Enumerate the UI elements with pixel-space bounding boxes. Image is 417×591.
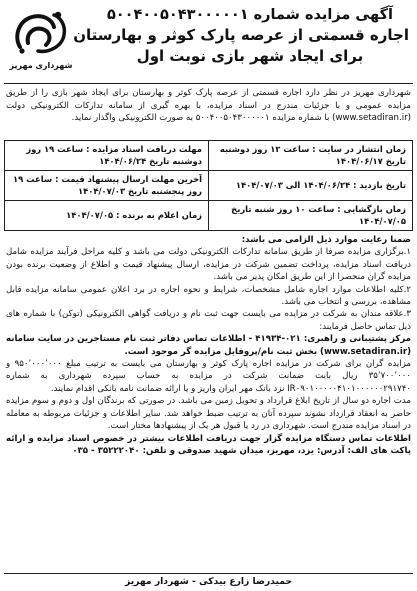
table-row xyxy=(5,201,413,231)
table-row xyxy=(5,141,413,171)
lease-terms-paragraph: مدت اجاره دو سال از تاریخ ابلاغ قرارداد و تحویل زمین می باشد. در صورتی که برندگان اول و دوم و سوم مزایده حاضر به انعقاد قرارداد نشوند سپرده آنان به ترتیب ضبط خواهد شد. سایر اطلاعات و جزئیات مربوطه به معامله در اسناد مزایده مندرج است. شهرداری در رد یا قبول هر یک از پیشنهادها مختار است. xyxy=(6,396,411,432)
doc-deadline-cell: مهلت دریافت اسناد مزایده : ساعت ۱۹ روز دوشنبه تاریخ ۱۴۰۴/۰۶/۲۴ xyxy=(5,141,209,171)
logo-caption: شهرداری مهریز xyxy=(9,61,73,70)
municipality-emblem-icon xyxy=(8,7,74,59)
table-row xyxy=(5,171,413,201)
publish-time-cell: زمان انتشار در سایت : ساعت ۱۲ روز دوشنبه تاریخ ۱۴۰۴/۰۶/۱۷ xyxy=(209,141,413,171)
notice-header xyxy=(4,3,413,84)
winner-announce-cell: زمان اعلام به برنده : ۱۴۰۴/۰۷/۰۵ xyxy=(5,201,209,231)
notice-title-subject: اجاره قسمتی از عرصه پارک کوثر و بهارستان xyxy=(73,26,409,44)
notice-title-number: آگهی مزایده شماره ۵۰۰۴۰۰۵۰۴۳۰۰۰۰۰۱ xyxy=(106,7,394,23)
mayor-signature: حمیدرضا زارع بیدکی - شهردار مهریز xyxy=(4,573,413,589)
support-contacts: مرکز پشتیبانی و راهبری: ۰۲۱-۴۱۹۳۴ - اطلاعات تماس دفاتر ثبت نام مستاجرین در سایت سامانه (www.setadiran.ir) بخش ثبت نام/پروفایل مزایده گر موجود است. xyxy=(6,334,412,357)
bid-deadline-cell: آخرین مهلت ارسال پیشنهاد قیمت : ساعت ۱۹ روز پنجشنبه تاریخ ۱۴۰۴/۰۷/۰۳ xyxy=(5,171,209,201)
notice-body xyxy=(6,234,411,457)
schedule-table xyxy=(4,140,413,231)
notice-intro: شهرداری مهریز در نظر دارد اجاره قسمتی از عرصه پارک کوثر و بهارستان برای ایجاد شهر بازی را از طریق مزایده عمومی و با جزئیات مندرج در اسناد مزایده، با بهره گیری از سامانه تدارکات الکترونیکی دولت (www.setadiran.ir) با شماره مزایده ۵۰۰۴۰۰۵۰۴۳۰۰۰۰۰۱ به صورت الکترونیکی واگذار نماید. xyxy=(6,88,411,123)
municipality-logo xyxy=(8,7,74,79)
condition-1: ۱.برگزاری مزایده صرفا از طریق سامانه تدارکات الکترونیکی دولت می باشد و کلیه مراحل فرآیند مزایده شامل دریافت اسناد مزایده، پرداخت تضمین شرکت در مزایده، ارسال پیشنهاد قیمت و اطلاع از وضعیت برنده بودن مزایده گران منحصرا از این طریق امکان پذیر می باشد. xyxy=(6,247,411,283)
condition-2: ۲.کلیه اطلاعات موارد اجاره شامل مشخصات، شرایط و نحوه اجاره در برد اعلان عمومی سامانه مزایده قابل مشاهده، بررسی و انتخاب می باشد. xyxy=(6,284,411,308)
conditions-heading: ضمنا رعایت موارد ذیل الزامی می باشد: xyxy=(241,235,411,245)
visit-date-cell: تاریخ بازدید : ۱۴۰۴/۰۶/۲۴ الی ۱۴۰۴/۰۷/۰۳ xyxy=(209,171,413,201)
opening-time-cell: زمان بازگشایی : ساعت ۱۰ روز شنبه تاریخ ۱۴۰۴/۰۷/۰۵ xyxy=(209,201,413,231)
deposit-paragraph: مزایده گران برای شرکت در مزایده اجاره پارک کوثر و بهارستان می بایست به ترتیب مبلغ ۹۵۰٬۰۰۰٬۰۰۰ و ۳۵٬۷۰۰٬۰۰۰ ریال بابت ضمانت شرکت در مزایده به حساب سپرده شهرداری به شماره IR۰۹۰۱۰۰۰۰۰۴۱۰۱۰۰۰۰۰۰۲۹۱۷۴۰ نزد بانک مهر ایران واریز و یا ارائه ضمانت نامه بانکی اقدام نمایند. xyxy=(6,359,411,394)
organizer-contact: اطلاعات تماس دستگاه مزایده گزار جهت دریافت اطلاعات بیشتر در خصوص اسناد مزایده و ارائه پاکت های الف: آدرس: یزد، مهریز، میدان شهید صدوقی و تلفن: ۳۵۲۲۲۰۴۰ - ۰۳۵ xyxy=(6,433,411,456)
notice-title-block xyxy=(73,5,409,67)
notice-title-round: برای ایجاد شهر بازی نوبت اول xyxy=(136,47,364,65)
condition-3: ۳.علاقه مندان به شرکت در مزایده می بایست جهت ثبت نام و دریافت گواهی الکترونیکی (توکن) با شماره های ذیل تماس حاصل فرمایند: xyxy=(6,309,411,332)
